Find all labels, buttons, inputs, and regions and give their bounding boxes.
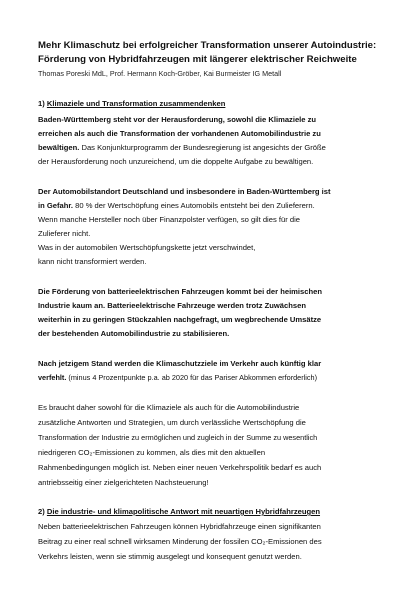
paragraph-line: weiterhin in zu geringen Stückzahlen nachgefragt, um wegbrechende Umsätze	[38, 315, 322, 324]
paragraph-bold-lead: in Gefahr.	[38, 201, 74, 210]
paragraph-line: Beitrag zu einer real schnell wirksamen Minderung der fossilen CO₂-Emissionen des	[38, 537, 322, 546]
paragraph-line: der bestehenden Automobilindustrie zu stabilisieren.	[38, 329, 230, 338]
paragraph-line: Nach jetzigem Stand werden die Klimaschutzziele im Verkehr auch künftig klar	[38, 359, 322, 368]
paragraph-line: kann nicht transformiert werden.	[38, 257, 147, 266]
paragraph-text: (minus 4 Prozentpunkte p.a. ab 2020 für das Pariser Abkommen erforderlich)	[66, 373, 318, 382]
paragraph-line: der Herausforderung noch unzureichend, um die doppelte Aufgabe zu bewältigen.	[38, 157, 314, 166]
paragraph-bold-lead: verfehlt.	[38, 373, 67, 382]
section-1-number: 1)	[38, 99, 45, 108]
paragraph-line	[38, 373, 317, 383]
paragraph-text: Das Konjunkturprogramm der Bundesregierung ist angesichts der Größe	[79, 143, 326, 152]
paragraph-line: Rahmenbedingungen möglich ist. Neben einer neuen Verkehrspolitik bedarf es auch	[38, 463, 322, 472]
paragraph-line: erreichen als auch die Transformation der vorhandenen Automobilindustrie zu	[38, 129, 321, 138]
paragraph-line: zusätzliche Antworten und Strategien, um durch verlässliche Wertschöpfung die	[38, 418, 306, 427]
paragraph-line	[38, 143, 326, 153]
paragraph-line: Verkehrs leisten, wenn sie stimmig ausgelegt und konsequent genutzt werden.	[38, 552, 302, 561]
paragraph-line: Zulieferer nicht.	[38, 229, 91, 238]
document-title-line-1: Mehr Klimaschutz bei erfolgreicher Transformation unserer Autoindustrie:	[38, 40, 377, 51]
paragraph-line: Neben batterieelektrischen Fahrzeugen können Hybridfahrzeuge einen signifikanten	[38, 522, 321, 531]
section-1-heading	[38, 99, 225, 109]
paragraph-line: Was in der automobilen Wertschöpfungskette jetzt verschwindet,	[38, 243, 256, 252]
authors-line: Thomas Poreski MdL, Prof. Hermann Koch-Gröber, Kai Burmeister IG Metall	[38, 69, 282, 78]
paragraph-line: Wenn manche Hersteller noch über Finanzpolster verfügen, so gilt dies für die	[38, 215, 300, 224]
section-2-title: Die industrie- und klimapolitische Antwort mit neuartigen Hybridfahrzeugen	[46, 507, 321, 516]
paragraph-line: Es braucht daher sowohl für die Klimaziele als auch für die Automobilindustrie	[38, 403, 300, 412]
paragraph-line	[38, 201, 315, 211]
paragraph-line: Transformation der Industrie zu ermöglichen und zugleich in der Summe zu wesentlich	[38, 433, 318, 442]
section-2-number: 2)	[38, 507, 45, 516]
paragraph-line: Industrie kaum an. Batterieelektrische Fahrzeuge werden trotz Zuwächsen	[38, 301, 306, 310]
paragraph-line: niedrigeren CO₂-Emissionen zu kommen, als dies mit den aktuellen	[38, 448, 266, 457]
paragraph-line: antriebsseitig einer zielgerichteten Nachsteuerung!	[38, 478, 209, 487]
paragraph-line: Die Förderung von batterieelektrischen Fahrzeugen kommt bei der heimischen	[38, 287, 322, 296]
paragraph-text: 80 % der Wertschöpfung eines Automobils entsteht bei den Zulieferern.	[73, 201, 315, 210]
paragraph-line: Baden-Württemberg steht vor der Herausforderung, sowohl die Klimaziele zu	[38, 115, 317, 124]
paragraph-line: Der Automobilstandort Deutschland und insbesondere in Baden-Württemberg ist	[38, 187, 331, 196]
document-title-line-2: Förderung von Hybridfahrzeugen mit längerer elektrischer Reichweite	[38, 54, 357, 65]
paragraph-bold-lead: bewältigen.	[38, 143, 80, 152]
section-1-title: Klimaziele und Transformation zusammendenken	[46, 99, 226, 108]
section-2-heading	[38, 507, 320, 517]
